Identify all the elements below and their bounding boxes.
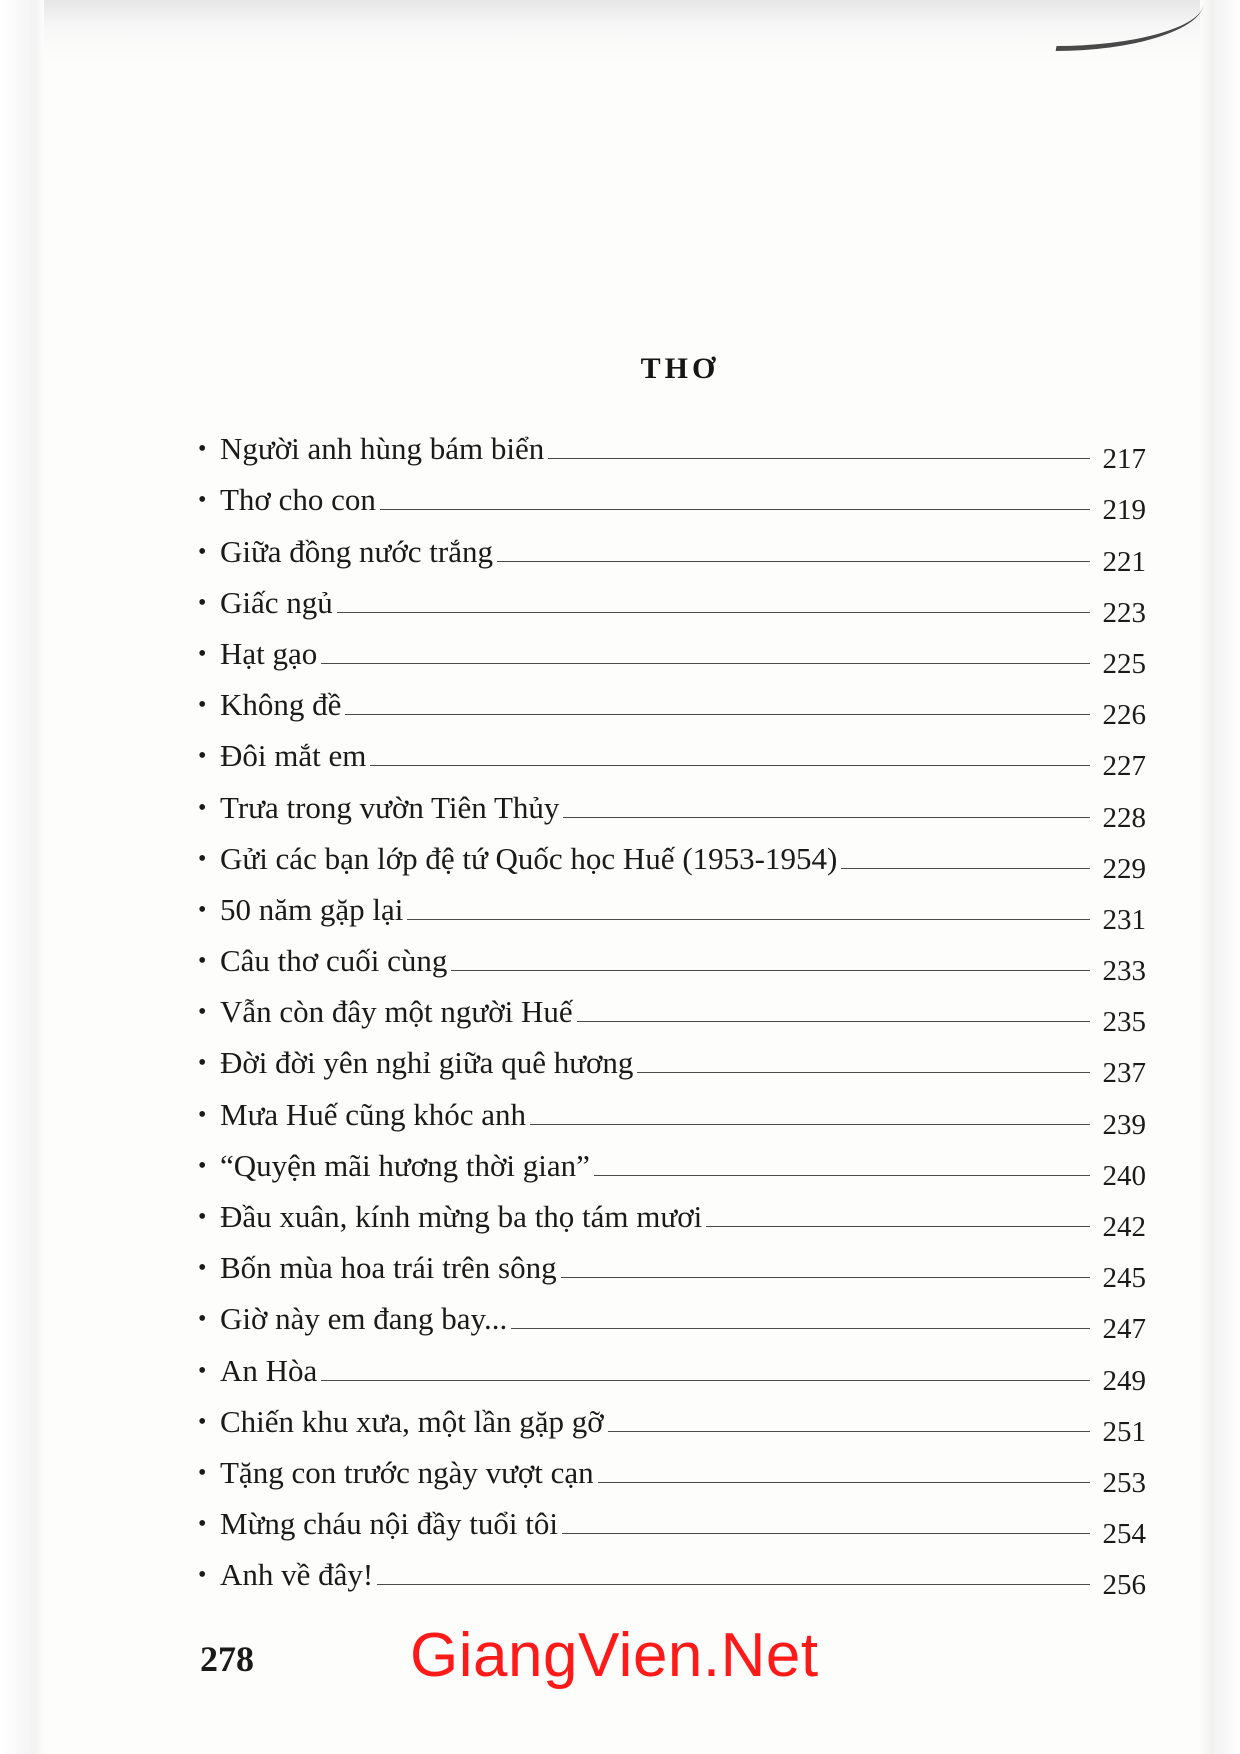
toc-entry-title: Câu thơ cuối cùng (220, 943, 448, 979)
bullet-icon: • (198, 1101, 207, 1128)
toc-entry-page: 237 (1102, 1057, 1146, 1090)
bullet-icon: • (198, 1357, 207, 1384)
toc-entry (198, 1133, 1146, 1192)
toc-entry (198, 826, 1146, 885)
section-title: THƠ (640, 352, 720, 385)
toc-entry-page: 233 (1102, 955, 1146, 988)
bullet-icon: • (198, 1152, 207, 1179)
bullet-icon: • (198, 1306, 207, 1333)
toc-leader-line (407, 918, 1090, 920)
toc-leader-line (548, 457, 1090, 459)
toc-entry (198, 1542, 1146, 1602)
toc-entry-title: An Hòa (220, 1352, 318, 1388)
toc-entry (198, 1030, 1146, 1090)
toc-leader-line (706, 1225, 1090, 1227)
bullet-icon: • (198, 1562, 207, 1589)
toc-entry-page: 223 (1102, 596, 1146, 629)
toc-entry (198, 518, 1146, 578)
watermark-text: GiangVien.Net (410, 1621, 819, 1690)
toc-entry-page: 225 (1102, 647, 1146, 680)
toc-leader-line (497, 560, 1090, 562)
toc-entry-page: 219 (1102, 494, 1146, 527)
bullet-icon: • (198, 692, 207, 719)
toc-leader-line (561, 1276, 1090, 1278)
toc-leader-line (562, 1532, 1090, 1534)
toc-leader-line (370, 764, 1090, 766)
toc-leader-line (380, 508, 1090, 510)
toc-entry-title: Không đề (220, 687, 342, 723)
toc-entry-title: Đời đời yên nghỉ giữa quê hương (220, 1045, 634, 1081)
bullet-icon: • (198, 794, 207, 821)
toc-entry (198, 1440, 1146, 1499)
toc-entry-page: 247 (1102, 1313, 1146, 1346)
page-top-shadow (0, 0, 1240, 60)
toc-leader-line (451, 969, 1090, 971)
bullet-icon: • (198, 1255, 207, 1282)
toc-entry (198, 979, 1146, 1039)
bullet-icon: • (198, 436, 207, 463)
toc-entry-page: 242 (1102, 1211, 1146, 1243)
toc-entry-title: Vẫn còn đây một người Huế (220, 994, 573, 1030)
toc-entry-page: 231 (1102, 903, 1146, 936)
page-right-edge (1200, 0, 1240, 1754)
toc-entry-title: Giấc ngủ (220, 584, 333, 620)
toc-entry-title: Người anh hùng bám biển (220, 431, 545, 467)
toc-leader-line (511, 1327, 1090, 1329)
bullet-icon: • (198, 948, 207, 975)
page-left-edge (0, 0, 44, 1754)
toc-entry-page: 227 (1102, 750, 1146, 783)
toc-entry (198, 928, 1146, 988)
toc-entry-page: 253 (1102, 1466, 1146, 1499)
toc-entry (198, 1184, 1146, 1243)
toc-entry-title: Chiến khu xưa, một lần gặp gỡ (220, 1403, 604, 1439)
toc-entry-page: 249 (1102, 1364, 1146, 1397)
toc-leader-line (594, 1174, 1090, 1176)
toc-leader-line (321, 1379, 1090, 1381)
bullet-icon: • (198, 896, 207, 923)
bullet-icon: • (198, 589, 207, 616)
bullet-icon: • (198, 640, 207, 667)
toc-entry-title: Anh về đây! (220, 1557, 374, 1593)
toc-leader-line (577, 1020, 1090, 1022)
toc-leader-line (345, 713, 1090, 715)
toc-entry (198, 1389, 1146, 1448)
toc-entry-title: Đôi mắt em (220, 738, 367, 774)
page-number: 278 (200, 1639, 254, 1679)
toc-leader-line (598, 1481, 1090, 1483)
toc-entry-page: 228 (1102, 801, 1146, 834)
toc-entry (198, 1491, 1146, 1551)
bullet-icon: • (198, 999, 207, 1026)
toc-entry-title: Mừng cháu nội đầy tuổi tôi (220, 1506, 558, 1542)
toc-entry-title: Mưa Huế cũng khóc anh (220, 1096, 527, 1132)
toc-entry-page: 245 (1102, 1262, 1146, 1295)
toc-entry (198, 1235, 1146, 1295)
toc-entry-page: 217 (1102, 443, 1146, 476)
toc-leader-line (637, 1071, 1090, 1073)
toc-leader-line (377, 1583, 1090, 1585)
bullet-icon: • (198, 1459, 207, 1486)
bullet-icon: • (198, 538, 207, 565)
toc-entry-title: Giờ này em đang bay... (220, 1301, 508, 1337)
toc-entry (198, 774, 1146, 834)
toc-entry-page: 226 (1102, 699, 1146, 732)
bullet-icon: • (198, 1511, 207, 1538)
bullet-icon: • (198, 1050, 207, 1077)
toc-entry-page: 254 (1102, 1518, 1146, 1551)
toc-entry-title: Bốn mùa hoa trái trên sông (220, 1250, 557, 1286)
toc-leader-line (337, 611, 1090, 613)
toc-entry-title: Giữa đồng nước trắng (220, 533, 493, 569)
toc-leader-line (530, 1123, 1090, 1125)
toc-entry-page: 229 (1102, 852, 1146, 885)
toc-entry (198, 467, 1146, 527)
bullet-icon: • (198, 487, 207, 514)
table-of-contents (198, 416, 1146, 1602)
toc-entry (198, 416, 1146, 476)
toc-entry (198, 1337, 1146, 1397)
toc-entry-title: Hạt gạo (220, 635, 318, 671)
toc-entry (198, 1286, 1146, 1346)
toc-entry-page: 235 (1102, 1006, 1146, 1039)
toc-entry (198, 877, 1146, 936)
bullet-icon: • (198, 743, 207, 770)
toc-entry (198, 621, 1146, 680)
toc-entry-page: 256 (1102, 1569, 1146, 1602)
toc-entry-page: 240 (1102, 1159, 1146, 1192)
toc-entry-page: 221 (1102, 545, 1146, 578)
toc-entry (198, 570, 1146, 629)
toc-leader-line (841, 867, 1090, 869)
bullet-icon: • (198, 845, 207, 872)
toc-entry-title: “Quyện mãi hương thời gian” (220, 1147, 590, 1183)
toc-entry (198, 672, 1146, 732)
toc-entry (198, 723, 1146, 783)
toc-entry-title: Gửi các bạn lớp đệ tứ Quốc học Huế (1953-1954) (220, 840, 838, 876)
toc-entry-title: Đầu xuân, kính mừng ba thọ tám mươi (220, 1199, 703, 1234)
toc-entry-title: 50 năm gặp lại (220, 891, 404, 927)
bullet-icon: • (198, 1204, 207, 1230)
toc-leader-line (608, 1430, 1090, 1432)
toc-entry-title: Tặng con trước ngày vượt cạn (220, 1454, 594, 1490)
bullet-icon: • (198, 1408, 207, 1435)
toc-entry-page: 251 (1102, 1415, 1146, 1448)
toc-entry-title: Thơ cho con (220, 482, 376, 518)
toc-leader-line (563, 816, 1090, 818)
toc-entry (198, 1081, 1146, 1141)
toc-leader-line (321, 662, 1090, 664)
toc-entry-page: 239 (1102, 1108, 1146, 1141)
toc-entry-title: Trưa trong vườn Tiên Thủy (220, 789, 560, 825)
